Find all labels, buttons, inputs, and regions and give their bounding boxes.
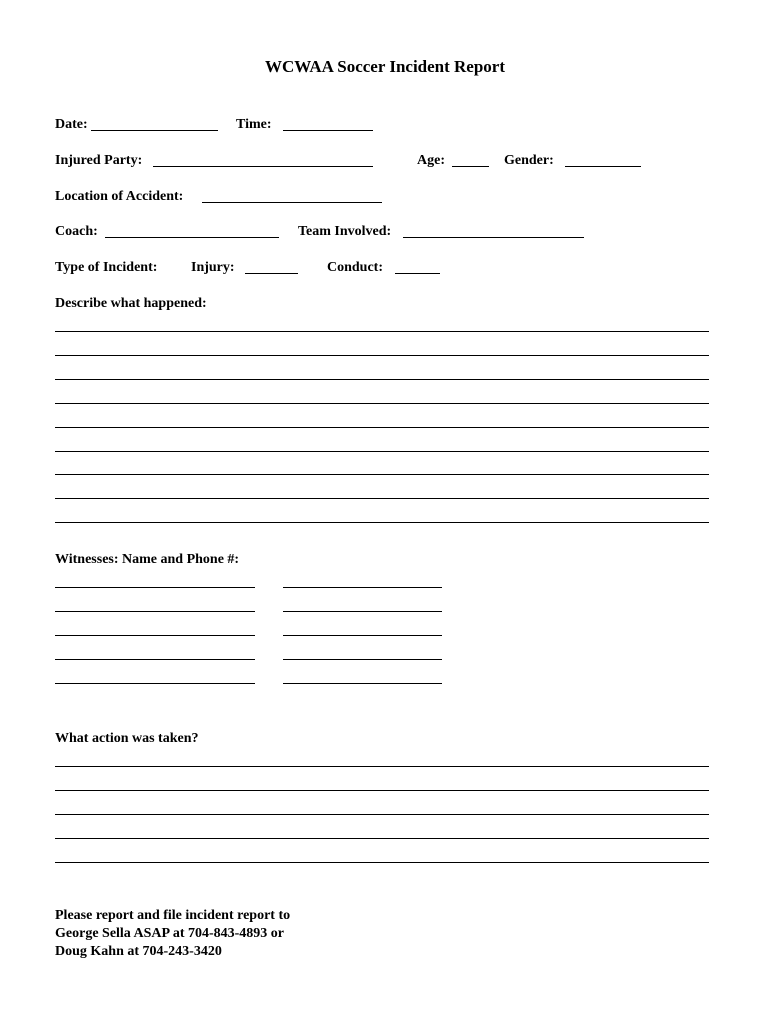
witness-phone-field[interactable] [283,587,442,588]
describe-line[interactable] [55,379,709,380]
injury-label: Injury: [191,260,235,275]
date-field[interactable] [91,130,218,131]
date-label: Date: [55,117,88,132]
describe-line[interactable] [55,331,709,332]
witness-name-field[interactable] [55,659,255,660]
gender-label: Gender: [504,153,554,168]
gender-field[interactable] [565,166,641,167]
action-label: What action was taken? [55,731,199,746]
injured-party-field[interactable] [153,166,373,167]
witness-phone-field[interactable] [283,635,442,636]
footer-note [55,907,290,961]
witness-name-field[interactable] [55,587,255,588]
witness-name-field[interactable] [55,683,255,684]
conduct-field[interactable] [395,273,440,274]
describe-label: Describe what happened: [55,296,207,311]
action-line[interactable] [55,862,709,863]
footer-line: Please report and file incident report to [55,908,291,923]
footer-line: George Sella ASAP at 704-843-4893 or [55,926,285,941]
location-field[interactable] [202,202,382,203]
coach-label: Coach: [55,224,98,239]
witness-phone-field[interactable] [283,683,442,684]
action-line[interactable] [55,814,709,815]
witness-name-field[interactable] [55,611,255,612]
injury-field[interactable] [245,273,298,274]
witness-name-field[interactable] [55,635,255,636]
action-line[interactable] [55,838,709,839]
conduct-label: Conduct: [327,260,384,275]
time-field[interactable] [283,130,373,131]
describe-line[interactable] [55,451,709,452]
footer-line: Doug Kahn at 704-243-3420 [55,944,222,959]
action-line[interactable] [55,790,709,791]
witness-phone-field[interactable] [283,611,442,612]
age-field[interactable] [452,166,489,167]
age-label: Age: [417,153,445,168]
describe-line[interactable] [55,498,709,499]
witness-phone-field[interactable] [283,659,442,660]
page-title: WCWAA Soccer Incident Report [264,57,506,76]
witnesses-label: Witnesses: Name and Phone #: [55,552,240,567]
location-label: Location of Accident: [55,189,184,204]
time-label: Time: [236,117,272,132]
action-line[interactable] [55,766,709,767]
type-of-incident-label: Type of Incident: [55,260,158,275]
team-involved-field[interactable] [403,237,584,238]
describe-line[interactable] [55,474,709,475]
injured-party-label: Injured Party: [55,153,143,168]
describe-line[interactable] [55,403,709,404]
describe-line[interactable] [55,427,709,428]
describe-line[interactable] [55,355,709,356]
team-involved-label: Team Involved: [298,224,392,239]
coach-field[interactable] [105,237,279,238]
describe-line[interactable] [55,522,709,523]
